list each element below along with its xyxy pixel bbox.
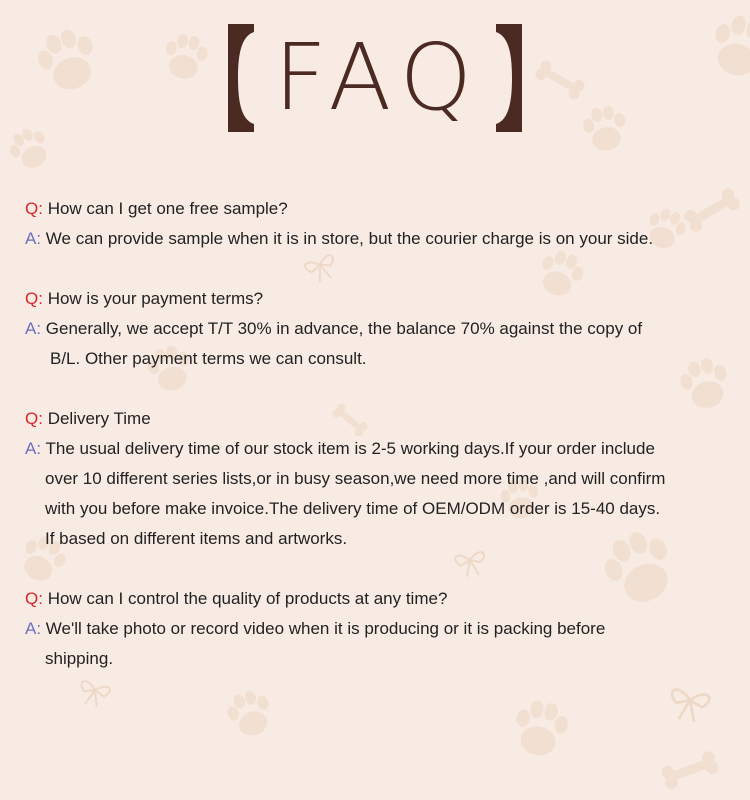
answer-line	[25, 494, 725, 524]
answer-line	[25, 614, 725, 644]
faq-item	[25, 284, 725, 374]
answer-text: with you before make invoice.The delivery time of OEM/ODM order is 15-40 days.	[45, 499, 661, 518]
answer-text: If based on different items and artworks.	[45, 529, 348, 548]
faq-item	[25, 584, 725, 674]
faq-item	[25, 404, 725, 554]
answer-text: The usual delivery time of our stock item is 2-5 working days.If your order include	[45, 439, 655, 458]
question-line	[25, 284, 725, 314]
answer-line	[25, 644, 725, 674]
question-prefix: Q:	[25, 409, 43, 428]
question-line	[25, 404, 725, 434]
question-text: Delivery Time	[47, 409, 151, 428]
paw-print-icon	[511, 697, 571, 759]
answer-text: We'll take photo or record video when it is producing or it is packing before	[45, 619, 606, 638]
right-bracket-icon	[496, 24, 526, 132]
question-text: How can I control the quality of products at any time?	[47, 589, 448, 608]
question-line	[25, 194, 725, 224]
answer-line	[25, 464, 725, 494]
answer-line	[25, 344, 725, 374]
faq-item	[25, 194, 725, 254]
faq-header	[0, 18, 750, 138]
question-text: How is your payment terms?	[47, 289, 264, 308]
answer-text: We can provide sample when it is in store, but the courier charge is on your side.	[45, 229, 654, 248]
answer-prefix: A:	[25, 439, 42, 458]
answer-line	[25, 524, 725, 554]
question-text: How can I get one free sample?	[47, 199, 288, 218]
answer-prefix: A:	[25, 619, 42, 638]
question-prefix: Q:	[25, 199, 43, 218]
page-title: FAQ	[273, 24, 483, 131]
answer-text: B/L. Other payment terms we can consult.	[50, 349, 367, 368]
answer-line	[25, 434, 725, 464]
answer-line	[25, 224, 725, 254]
faq-list	[25, 194, 725, 704]
question-prefix: Q:	[25, 589, 43, 608]
bone-icon	[660, 749, 720, 790]
question-line	[25, 584, 725, 614]
answer-text: over 10 different series lists,or in busy season,we need more time ,and will confirm	[45, 469, 666, 488]
answer-text: shipping.	[45, 649, 114, 668]
answer-line	[25, 314, 725, 344]
answer-text: Generally, we accept T/T 30% in advance, the balance 70% against the copy of	[45, 319, 643, 338]
answer-prefix: A:	[25, 319, 42, 338]
left-bracket-icon	[224, 24, 254, 132]
question-prefix: Q:	[25, 289, 43, 308]
answer-prefix: A:	[25, 229, 42, 248]
